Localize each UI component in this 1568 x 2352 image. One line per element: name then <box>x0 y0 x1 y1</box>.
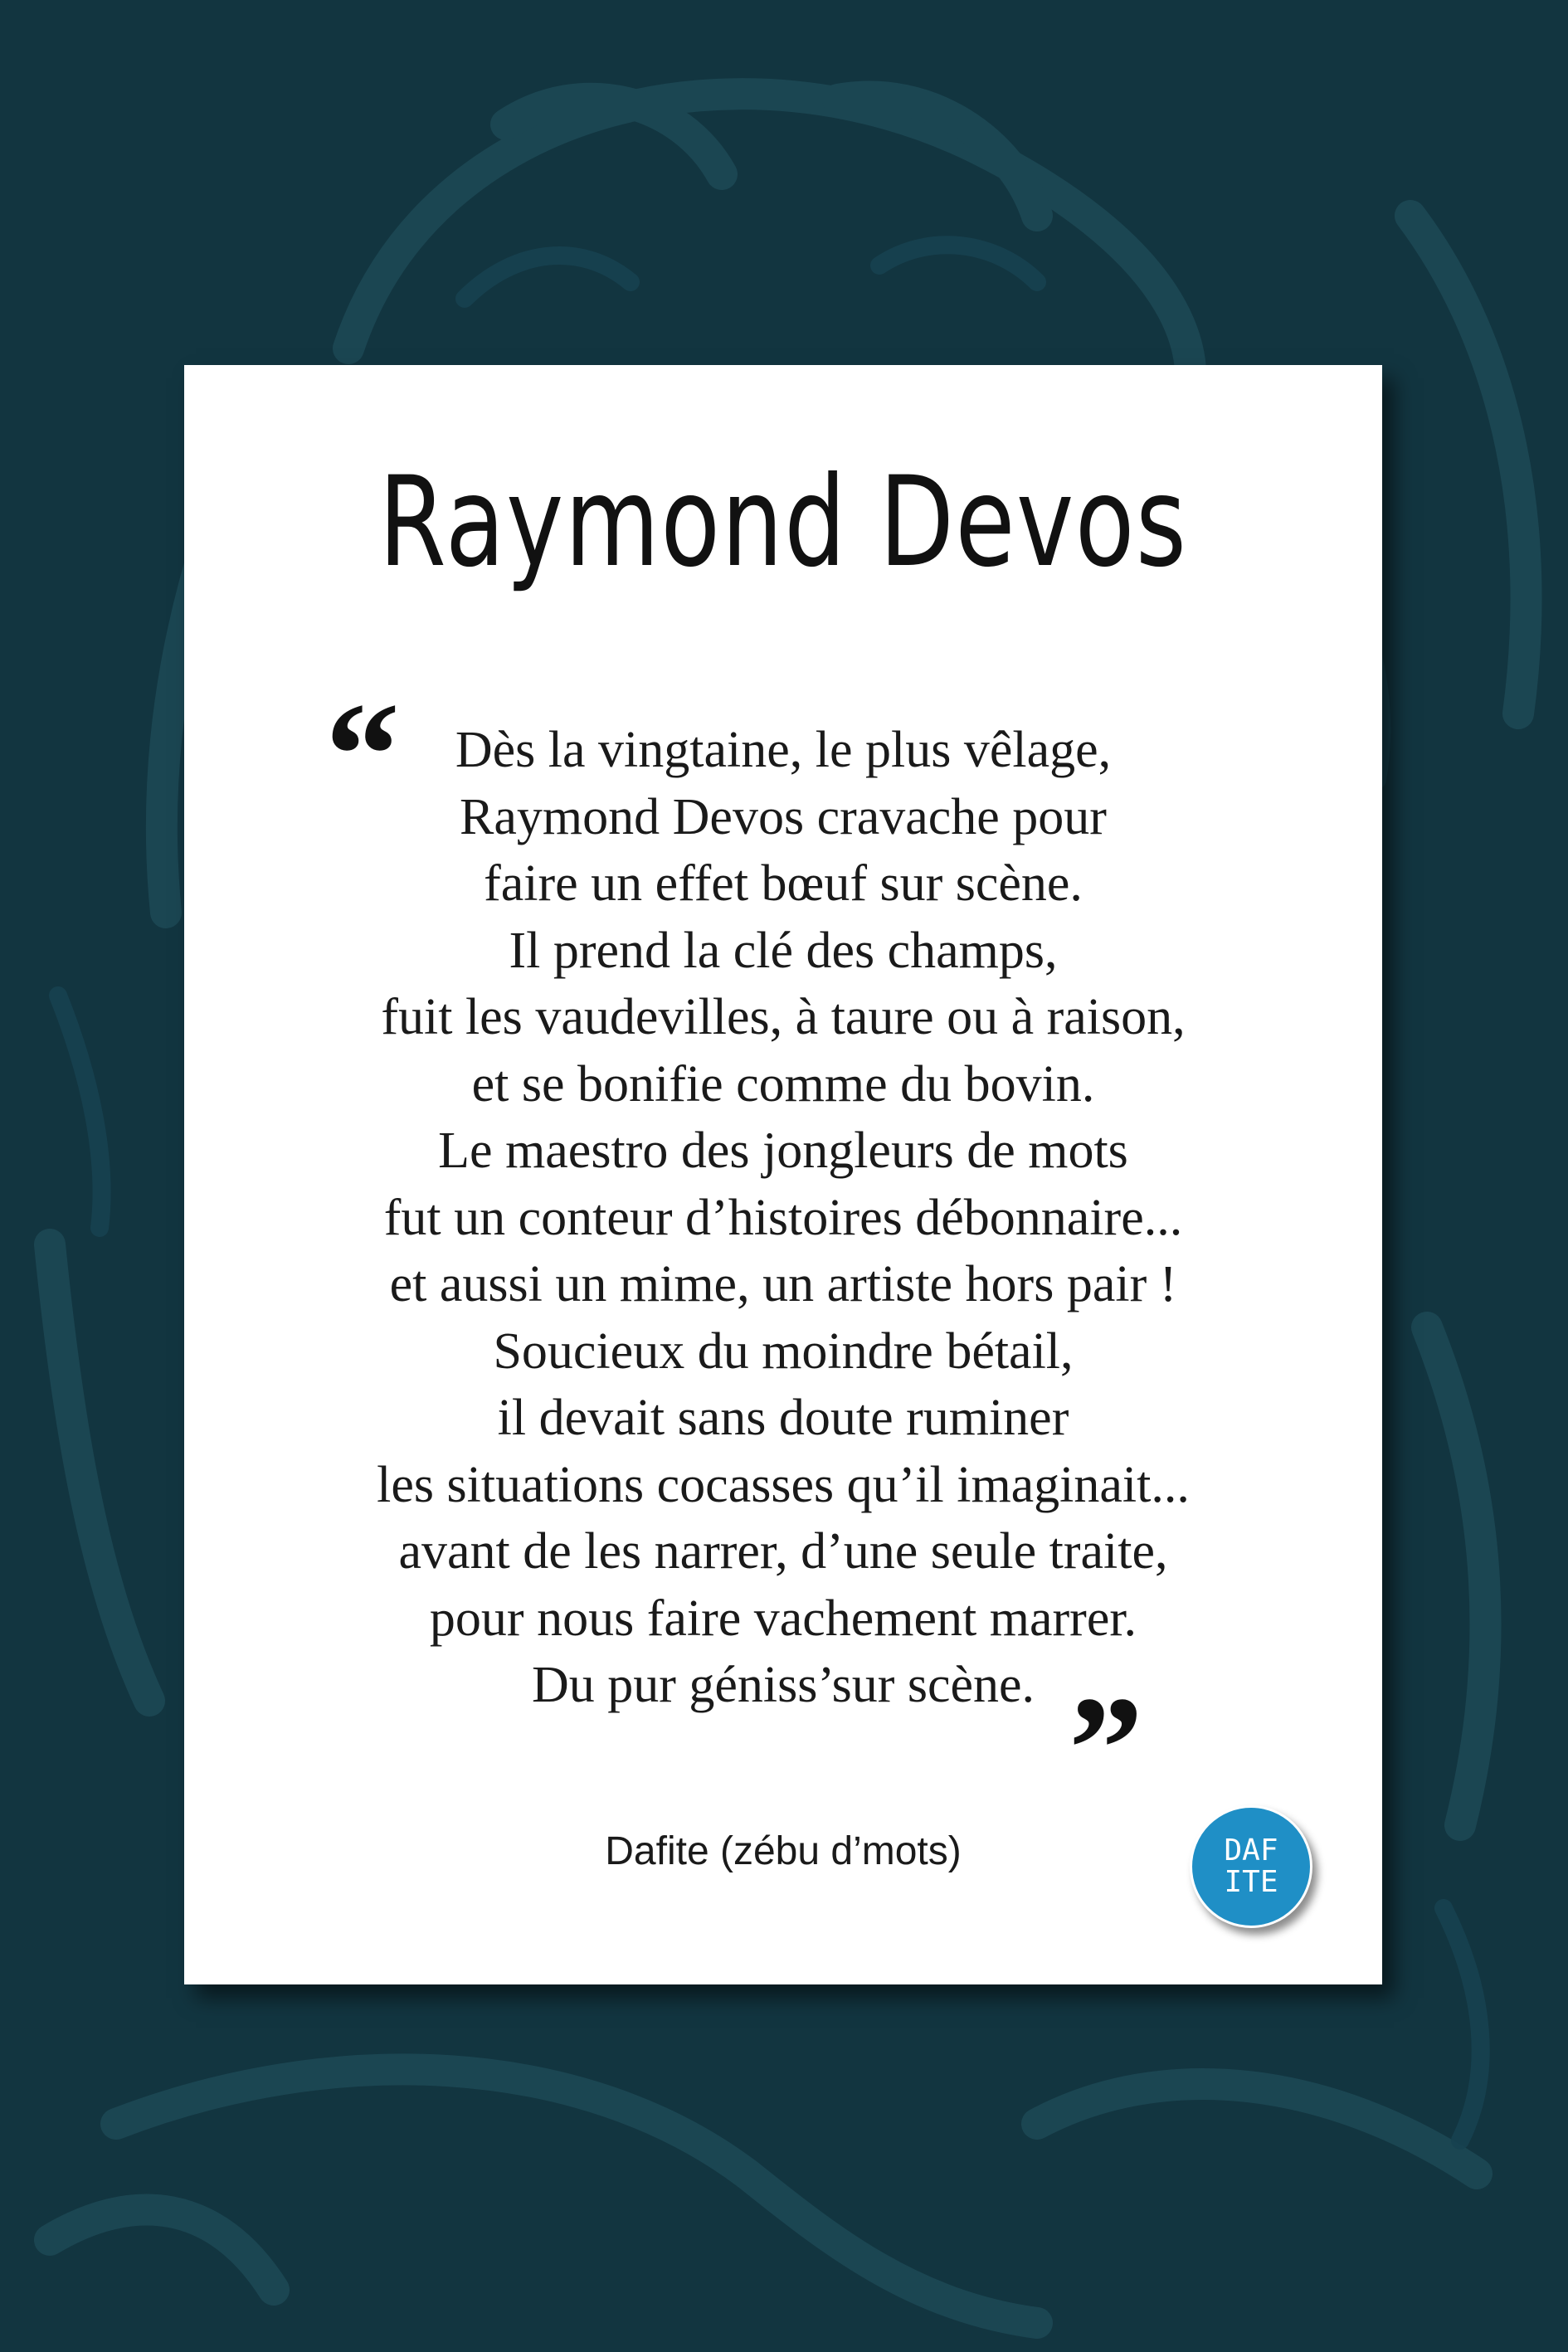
poem-line: et se bonifie comme du bovin. <box>471 1055 1095 1113</box>
poem-line: faire un effet bœuf sur scène. <box>484 855 1083 912</box>
logo-text-line: ITE <box>1224 1865 1278 1899</box>
author-signature: Dafite (zébu d’mots) <box>605 1829 962 1873</box>
opening-quote-mark: “ <box>325 672 400 837</box>
poem-line: Dès la vingtaine, le plus vêlage, <box>455 722 1112 778</box>
poem-line: pour nous faire vachement marrer. <box>429 1590 1137 1647</box>
poem-line: Raymond Devos cravache pour <box>460 788 1107 845</box>
closing-quote-mark: ” <box>1069 1666 1143 1831</box>
card-title: Raymond Devos <box>378 450 1188 595</box>
quote-card <box>184 365 1382 1984</box>
poem-line: Il prend la clé des champs, <box>509 922 1058 979</box>
poem-line: fut un conteur d’histoires débonnaire... <box>383 1189 1183 1246</box>
poem-text <box>184 717 1382 1719</box>
poem-line: Le maestro des jongleurs de mots <box>438 1122 1128 1179</box>
poem-line: avant de les narrer, d’une seule traite, <box>398 1523 1168 1580</box>
poem-line: les situations cocasses qu’il imaginait... <box>377 1456 1190 1513</box>
poem-line: Du pur géniss’sur scène. <box>531 1657 1035 1713</box>
poem-line: fuit les vaudevilles, à taure ou à raison, <box>381 989 1186 1045</box>
poem-line: et aussi un mime, un artiste hors pair ! <box>389 1256 1177 1312</box>
logo-text-line: DAF <box>1224 1833 1278 1867</box>
dafite-logo <box>1190 1805 1312 1928</box>
poem-line: il devait sans doute ruminer <box>497 1390 1069 1446</box>
poem-line: Soucieux du moindre bétail, <box>493 1322 1074 1380</box>
